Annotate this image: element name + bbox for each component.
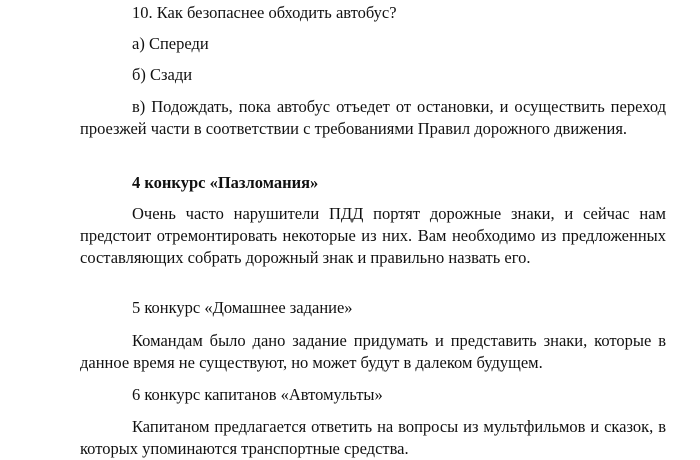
question-title: 10. Как безопаснее обходить автобус? bbox=[132, 3, 397, 22]
contest5-heading: 5 конкурс «Домашнее задание» bbox=[132, 298, 353, 317]
option-b: б) Сзади bbox=[132, 65, 193, 84]
contest6-heading: 6 конкурс капитанов «Автомульты» bbox=[132, 385, 383, 404]
contest6-text: Капитаном предлагается ответить на вопросы из мультфильмов и сказок, в которых упоминаются транспортные средства. bbox=[80, 417, 666, 458]
contest4-heading: 4 конкурс «Пазломания» bbox=[132, 173, 319, 192]
contest5-text: Командам было дано задание придумать и представить знаки, которые в данное время не существуют, но может будут в далеком будущем. bbox=[80, 331, 666, 372]
option-a: а) Спереди bbox=[132, 34, 209, 53]
option-c: в) Подождать, пока автобус отъедет от остановки, и осуществить переход проезжей части в соответствии с требованиями Правил дорожного движения. bbox=[80, 97, 666, 138]
contest4-text: Очень часто нарушители ПДД портят дорожные знаки, и сейчас нам предстоит отремонтировать некоторые из них. Вам необходимо из предложенных составляющих собрать дорожный знак и правильно назвать его. bbox=[80, 204, 666, 267]
